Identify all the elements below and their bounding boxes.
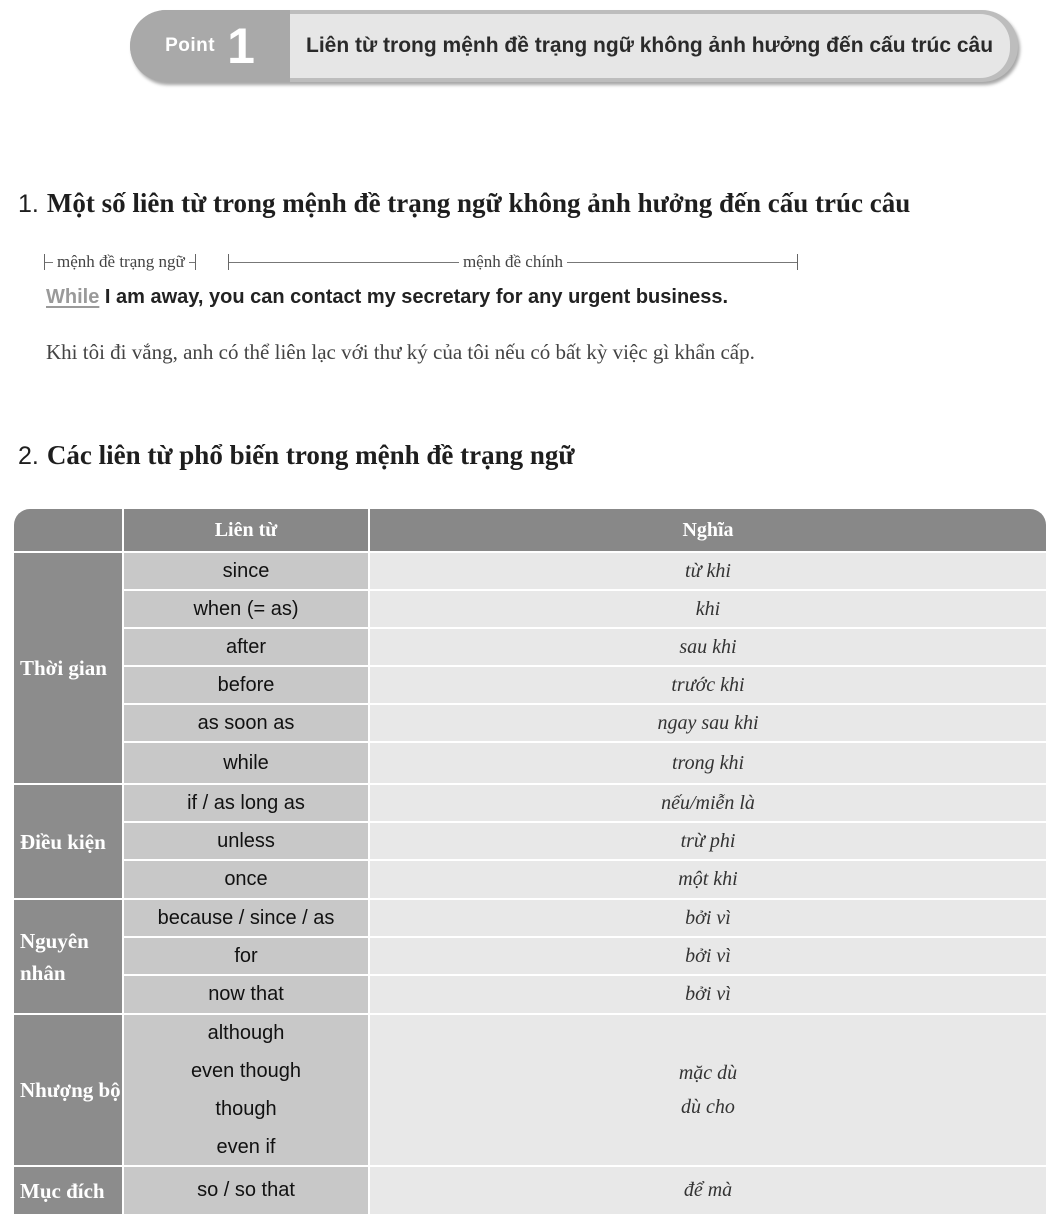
group-reason-line2: nhân xyxy=(20,960,66,985)
conjunction-cell: because / since / as xyxy=(124,900,368,936)
table-header xyxy=(14,509,1046,551)
meaning-cell: khi xyxy=(370,591,1046,627)
meaning-cell: bởi vì xyxy=(370,900,1046,936)
meaning-cell: trừ phi xyxy=(370,823,1046,859)
group-reason-line1: Nguyên xyxy=(20,928,89,953)
conjunction-cell: after xyxy=(124,629,368,665)
example-translation: Khi tôi đi vắng, anh có thể liên lạc với thư ký của tôi nếu có bất kỳ việc gì khẩn cấp. xyxy=(46,340,755,364)
example-sentence xyxy=(46,286,728,309)
meaning-item: dù cho xyxy=(681,1096,735,1118)
conjunction-cell: unless xyxy=(124,823,368,859)
section1-title: Một số liên từ trong mệnh đề trạng ngữ không ảnh hưởng đến cấu trúc câu xyxy=(46,188,911,218)
section2-heading xyxy=(18,440,575,471)
group-reason xyxy=(14,900,122,1013)
section1-number: 1. xyxy=(18,190,39,218)
conjunction-cell: if / as long as xyxy=(124,785,368,821)
group-purpose: Mục đích xyxy=(14,1167,122,1214)
meaning-cell: trong khi xyxy=(370,743,1046,783)
meaning-cell: để mà xyxy=(370,1167,1046,1214)
conjunction-cell: since xyxy=(124,553,368,589)
clause-bracket xyxy=(44,250,804,274)
meaning-cell: ngay sau khi xyxy=(370,705,1046,741)
group-time: Thời gian xyxy=(14,553,122,783)
meaning-cell: bởi vì xyxy=(370,938,1046,974)
example-conjunction: While xyxy=(46,286,100,308)
point-label: Point xyxy=(165,35,216,56)
group-condition: Điều kiện xyxy=(14,785,122,898)
section2-title: Các liên từ phổ biến trong mệnh đề trạng ngữ xyxy=(46,440,575,470)
conjunction-item: although xyxy=(207,1022,285,1044)
meaning-cell: một khi xyxy=(370,861,1046,898)
meaning-cell: từ khi xyxy=(370,553,1046,589)
section2-number: 2. xyxy=(18,442,39,470)
point-number: 1 xyxy=(227,18,255,74)
example-rest: I am away, you can contact my secretary for any urgent business. xyxy=(99,286,729,308)
point-title-box xyxy=(290,14,1010,78)
conjunction-item: though xyxy=(215,1098,277,1120)
col-header-conjunction: Liên từ xyxy=(214,518,278,541)
conjunction-cell: for xyxy=(124,938,368,974)
group-concession: Nhượng bộ xyxy=(14,1015,122,1165)
conjunction-cell: once xyxy=(124,861,368,898)
concession-meanings xyxy=(370,1015,1046,1165)
conjunction-cell: before xyxy=(124,667,368,703)
point-tag xyxy=(130,10,290,82)
meaning-cell: sau khi xyxy=(370,629,1046,665)
adverbial-clause-bracket xyxy=(44,250,222,274)
conjunction-cell: as soon as xyxy=(124,705,368,741)
section1-heading xyxy=(18,188,910,219)
concession-conjunctions xyxy=(124,1015,368,1165)
conjunction-item: even though xyxy=(190,1060,302,1082)
meaning-cell: nếu/miễn là xyxy=(370,785,1046,821)
meaning-cell: trước khi xyxy=(370,667,1046,703)
point-title: Liên từ trong mệnh đề trạng ngữ không ảnh hưởng đến cấu trúc câu xyxy=(306,34,994,57)
main-clause-label: mệnh đề chính xyxy=(462,252,564,271)
conjunction-cell: while xyxy=(124,743,368,783)
conjunction-table xyxy=(14,509,1046,1214)
adverbial-clause-label: mệnh đề trạng ngữ xyxy=(57,252,185,271)
conjunction-cell: now that xyxy=(124,976,368,1013)
conjunction-cell: so / so that xyxy=(124,1167,368,1214)
meaning-cell: bởi vì xyxy=(370,976,1046,1013)
main-clause-bracket xyxy=(228,250,798,274)
col-header-meaning: Nghĩa xyxy=(682,518,734,541)
conjunction-cell: when (= as) xyxy=(124,591,368,627)
meaning-item: mặc dù xyxy=(678,1062,738,1084)
point-banner xyxy=(130,10,1018,82)
conjunction-item: even if xyxy=(216,1136,276,1158)
